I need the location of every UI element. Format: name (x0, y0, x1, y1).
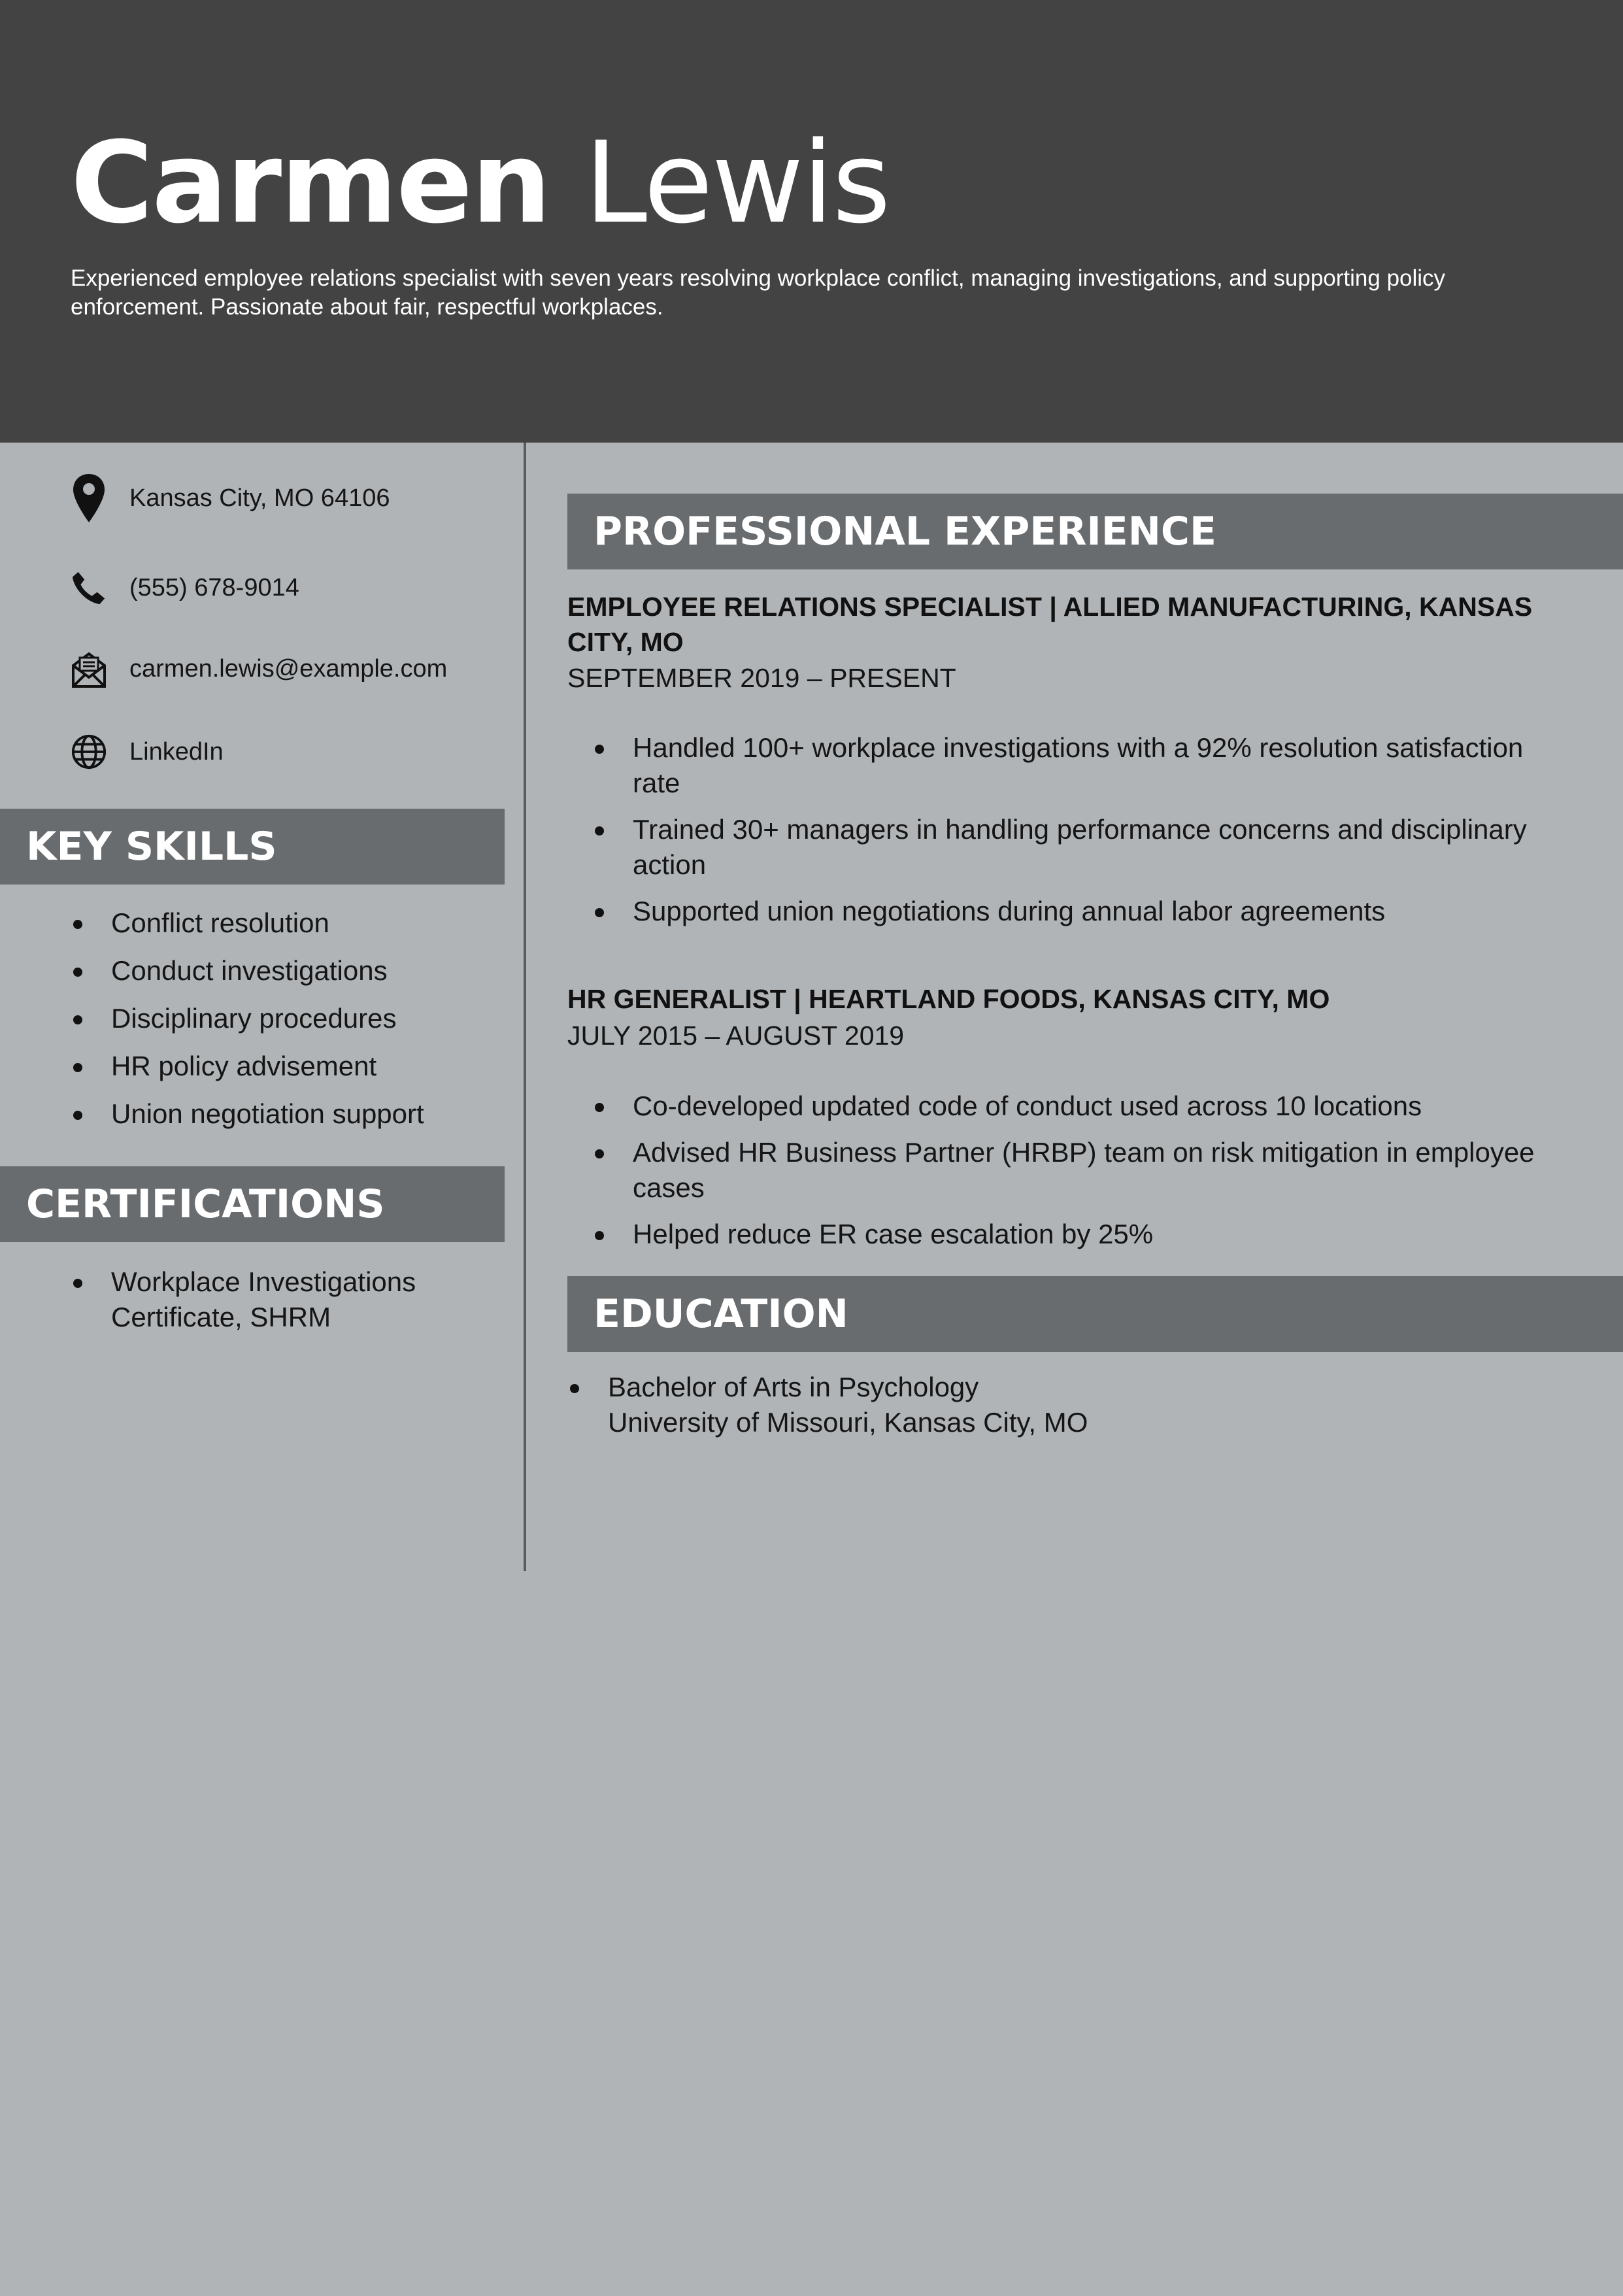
skills-list (71, 905, 489, 1144)
job-dates: JULY 2015 – AUGUST 2019 (567, 1021, 905, 1051)
contact-email[interactable] (71, 643, 447, 695)
list-item: Workplace Investigations Certificate, SHRM (71, 1264, 476, 1335)
job-bullets (567, 730, 1574, 929)
experience-heading: PROFESSIONAL EXPERIENCE (567, 494, 1623, 569)
profile-summary: Experienced employee relations specialist with seven years resolving workplace conflict, managing investigations, and supporting policy enforcement. Passionate about fair, respectful workplaces. (71, 265, 1446, 320)
list-item: Disciplinary procedures (71, 1001, 489, 1036)
list-item: Advised HR Business Partner (HRBP) team on risk mitigation in employee cases (567, 1135, 1574, 1206)
certifications-list (71, 1264, 476, 1335)
job-title: EMPLOYEE RELATIONS SPECIALIST | ALLIED MANUFACTURING, KANSAS CITY, MO (567, 592, 1533, 657)
phone-text: (555) 678-9014 (129, 573, 299, 601)
list-item: Conduct investigations (71, 953, 489, 988)
candidate-name (71, 118, 890, 248)
first-name: Carmen (71, 117, 550, 248)
list-item: Handled 100+ workplace investigations with a 92% resolution satisfaction rate (567, 730, 1574, 801)
certifications-heading: CERTIFICATIONS (0, 1166, 505, 1242)
job-dates: SEPTEMBER 2019 – PRESENT (567, 663, 956, 693)
list-item: Helped reduce ER case escalation by 25% (567, 1217, 1574, 1252)
contact-phone (71, 562, 299, 614)
last-name: Lewis (584, 117, 890, 248)
list-item: Trained 30+ managers in handling performance concerns and disciplinary action (567, 812, 1574, 883)
email-text: carmen.lewis@example.com (129, 654, 448, 683)
degree: Bachelor of Arts in Psychology (608, 1372, 979, 1402)
list-item: Supported union negotiations during annual labor agreements (567, 894, 1574, 929)
list-item: Union negotiation support (71, 1096, 489, 1132)
education-entry (567, 1370, 1548, 1440)
contact-linkedin[interactable] (71, 726, 224, 778)
location-text: Kansas City, MO 64106 (129, 484, 390, 512)
phone-icon (71, 562, 107, 614)
job-title: HR GENERALIST | HEARTLAND FOODS, KANSAS CITY, MO (567, 984, 1330, 1014)
globe-icon (71, 726, 107, 778)
list-item: HR policy advisement (71, 1049, 489, 1084)
school: University of Missouri, Kansas City, MO (608, 1407, 1088, 1438)
job-bullets (567, 1089, 1574, 1252)
key-skills-heading: KEY SKILLS (0, 809, 505, 885)
envelope-icon (71, 643, 107, 695)
linkedin-text: LinkedIn (129, 737, 224, 766)
contact-location (71, 472, 390, 524)
column-divider (524, 443, 526, 1571)
resume-header (0, 0, 1623, 443)
list-item: Conflict resolution (71, 905, 489, 941)
map-pin-icon (71, 472, 107, 524)
education-heading: EDUCATION (567, 1276, 1623, 1352)
list-item: Co-developed updated code of conduct used across 10 locations (567, 1089, 1574, 1124)
